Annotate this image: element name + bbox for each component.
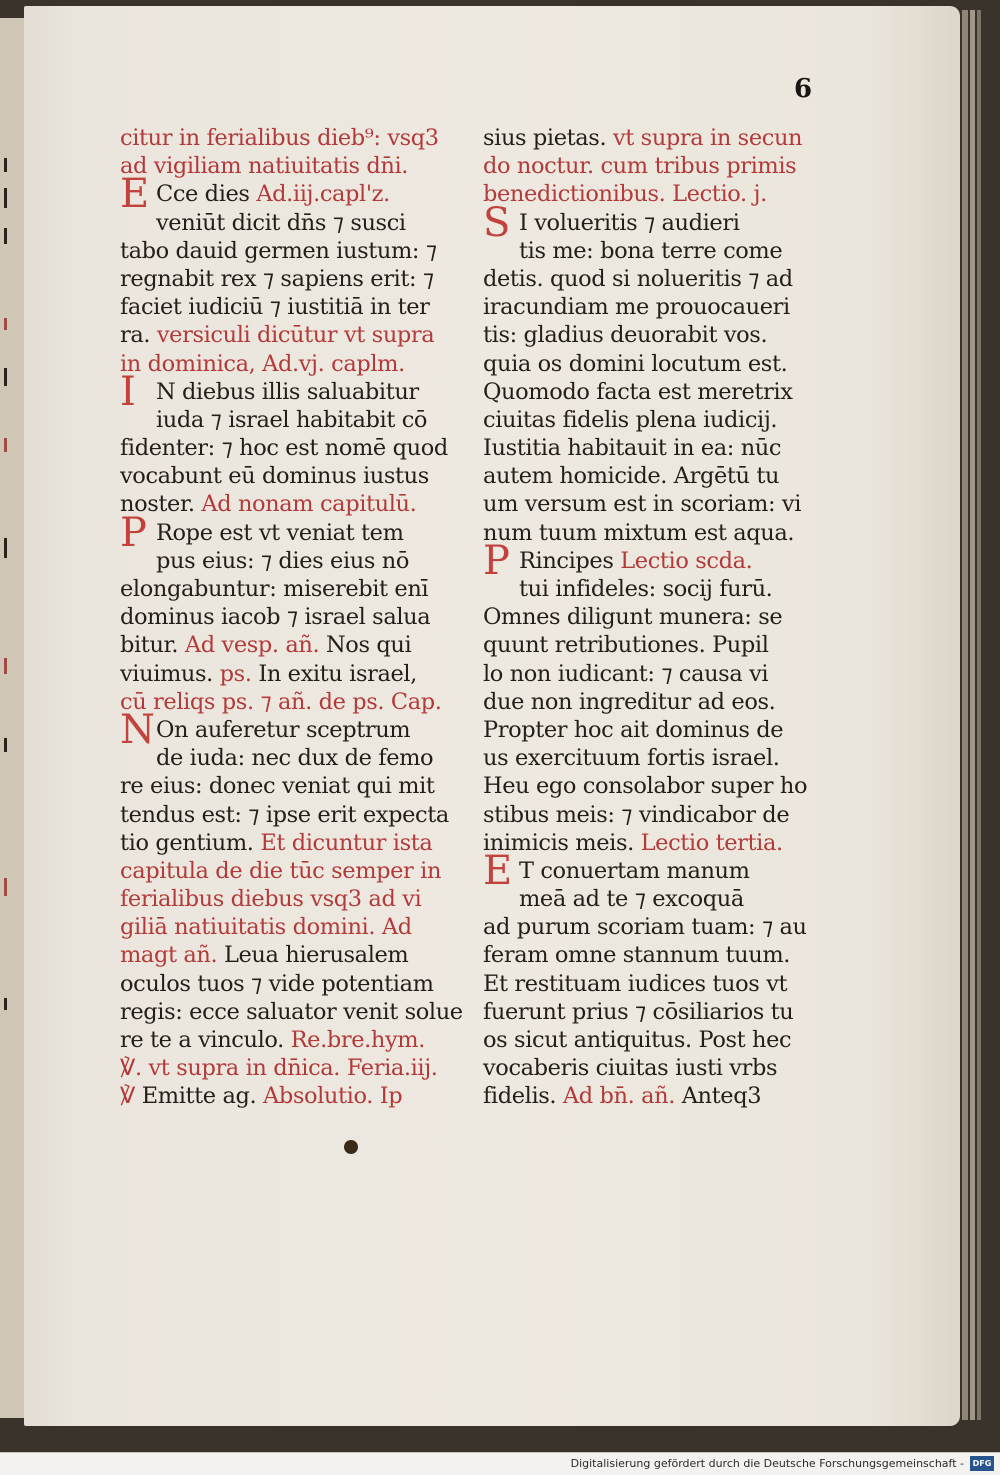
text-line: lo non iudicant: ⁊ causa vi — [483, 660, 769, 687]
text-line: stibus meis: ⁊ vindicabor de — [483, 801, 790, 828]
text-line: autem homicide. Argētū tu — [483, 463, 780, 490]
initial-letter: N — [120, 706, 155, 753]
text-line: E T conuertam manum — [483, 847, 750, 894]
text-line: quunt retributiones. Pupil — [483, 632, 769, 659]
text-line: feram omne stannum tuum. — [483, 942, 791, 969]
text-line: citur in ferialibus dieb⁹: vsq3 — [120, 125, 439, 151]
text-line: iuda ⁊ israel habitabit cō — [156, 406, 428, 433]
text-line: giliā natiuitatis domini. Ad — [120, 914, 412, 941]
text-line: due non ingreditur ad eos. — [483, 688, 776, 715]
left-text-column — [120, 124, 465, 1111]
folio-number: 6 — [794, 74, 813, 104]
initial-letter: E — [483, 847, 512, 894]
initial-letter: P — [483, 537, 510, 584]
text-line: vocaberis ciuitas iusti vrbs — [483, 1055, 778, 1082]
text-line: pus eius: ⁊ dies eius nō — [156, 547, 409, 574]
text-line: elongabuntur: miserebit enī — [120, 576, 429, 602]
text-line: um versum est in scoriam: vi — [483, 491, 802, 518]
initial-letter: S — [483, 199, 511, 246]
text-line: oculos tuos ⁊ vide potentiam — [120, 970, 434, 997]
text-line: capitula de die tūc semper in — [120, 857, 442, 884]
text-line: in dominica, Ad.vj. caplm. — [120, 350, 405, 377]
text-line: us exercituum fortis israel. — [483, 745, 780, 772]
text-line: ℣. vt supra in dn̄ica. Feria.iij. — [120, 1055, 438, 1082]
text-line: P Rope est vt veniat tem — [120, 509, 404, 556]
text-line: Quomodo facta est meretrix — [483, 378, 793, 405]
text-line: ra. versiculi dicūtur vt supra — [120, 322, 435, 349]
text-line: E Cce dies Ad.iij.capl'z. — [120, 171, 390, 218]
text-line: ad vigiliam natiuitatis dn̄i. — [120, 153, 409, 180]
text-line: fidelis. Ad bn̄. añ. Anteq3 — [483, 1083, 762, 1110]
text-line: tui infideles: socij furū. — [519, 576, 773, 602]
text-line: S I volueritis ⁊ audieri — [483, 199, 740, 246]
text-line: cū reliqs ps. ⁊ añ. de ps. Cap. — [120, 688, 442, 715]
digitization-credit: Digitalisierung gefördert durch die Deutsche Forschungsgemeinschaft - — [570, 1457, 964, 1470]
text-line: tis: gladius deuorabit vos. — [483, 322, 768, 349]
left-page-edge — [0, 18, 26, 1418]
text-line: detis. quod si nolueritis ⁊ ad — [483, 265, 793, 292]
text-line: Heu ego consolabor super ho — [483, 773, 808, 800]
right-text-column — [483, 124, 823, 1111]
text-line: vocabunt eū dominus iustus — [120, 463, 429, 490]
initial-letter: E — [120, 171, 149, 218]
text-line: fuerunt prius ⁊ cōsiliarios tu — [483, 998, 794, 1025]
initial-letter: I — [120, 368, 136, 415]
text-line: Et restituam iudices tuos vt — [483, 970, 788, 997]
text-line: iracundiam me prouocaueri — [483, 294, 790, 321]
text-line: bitur. Ad vesp. añ. Nos qui — [120, 632, 412, 659]
text-line: tabo dauid germen iustum: ⁊ — [120, 237, 437, 264]
text-line: num tuum mixtum est aqua. — [483, 519, 795, 546]
text-line: faciet iudiciū ⁊ iustitiā in ter — [120, 294, 430, 321]
footer-bar — [0, 1452, 1000, 1475]
text-line: tio gentium. Et dicuntur ista — [120, 829, 433, 856]
text-line: de iuda: nec dux de femo — [156, 745, 434, 772]
text-line: ferialibus diebus vsq3 ad vi — [120, 886, 422, 913]
text-line: inimicis meis. Lectio tertia. — [483, 829, 783, 856]
text-line: dominus iacob ⁊ israel salua — [120, 604, 431, 631]
text-line: benedictionibus. Lectio. j. — [483, 181, 767, 208]
text-line: ℣ Emitte ag. Absolutio. Ip — [120, 1083, 403, 1110]
text-line: magt añ. Leua hierusalem — [120, 942, 409, 969]
text-line: tis me: bona terre come — [519, 237, 783, 264]
text-line: P Rincipes Lectio scda. — [483, 537, 753, 584]
text-line: I N diebus illis saluabitur — [120, 368, 419, 415]
text-line: Omnes diligunt munera: se — [483, 604, 783, 631]
text-line: veniūt dicit dn̄s ⁊ susci — [156, 209, 406, 236]
dfg-logo-icon: DFG — [970, 1456, 994, 1471]
text-line: fidenter: ⁊ hoc est nomē quod — [120, 435, 448, 462]
text-line: meā ad te ⁊ excoquā — [519, 886, 744, 913]
text-line: os sicut antiquitus. Post hec — [483, 1027, 792, 1053]
initial-letter: P — [120, 509, 147, 556]
text-line: do noctur. cum tribus primis — [483, 153, 797, 180]
text-line: quia os domini locutum est. — [483, 350, 788, 377]
text-line: Propter hoc ait dominus de — [483, 716, 784, 743]
text-line: re eius: donec veniat qui mit — [120, 773, 435, 800]
text-line: regnabit rex ⁊ sapiens erit: ⁊ — [120, 265, 434, 292]
text-line: Iustitia habitauit in ea: nūc — [483, 435, 782, 462]
text-line: NOn auferetur sceptrum — [120, 706, 411, 753]
text-line: viuimus. ps. In exitu israel, — [120, 660, 417, 687]
text-line: noster. Ad nonam capitulū. — [120, 491, 417, 518]
text-line: sius pietas. vt supra in secun — [483, 125, 803, 151]
text-line: ad purum scoriam tuam: ⁊ au — [483, 914, 807, 941]
text-line: tendus est: ⁊ ipse erit expecta — [120, 801, 449, 828]
ink-stain — [344, 1140, 358, 1154]
text-line: ciuitas fidelis plena iudicij. — [483, 406, 778, 433]
text-line: re te a vinculo. Re.bre.hym. — [120, 1027, 425, 1053]
text-line: regis: ecce saluator venit solue — [120, 998, 463, 1025]
